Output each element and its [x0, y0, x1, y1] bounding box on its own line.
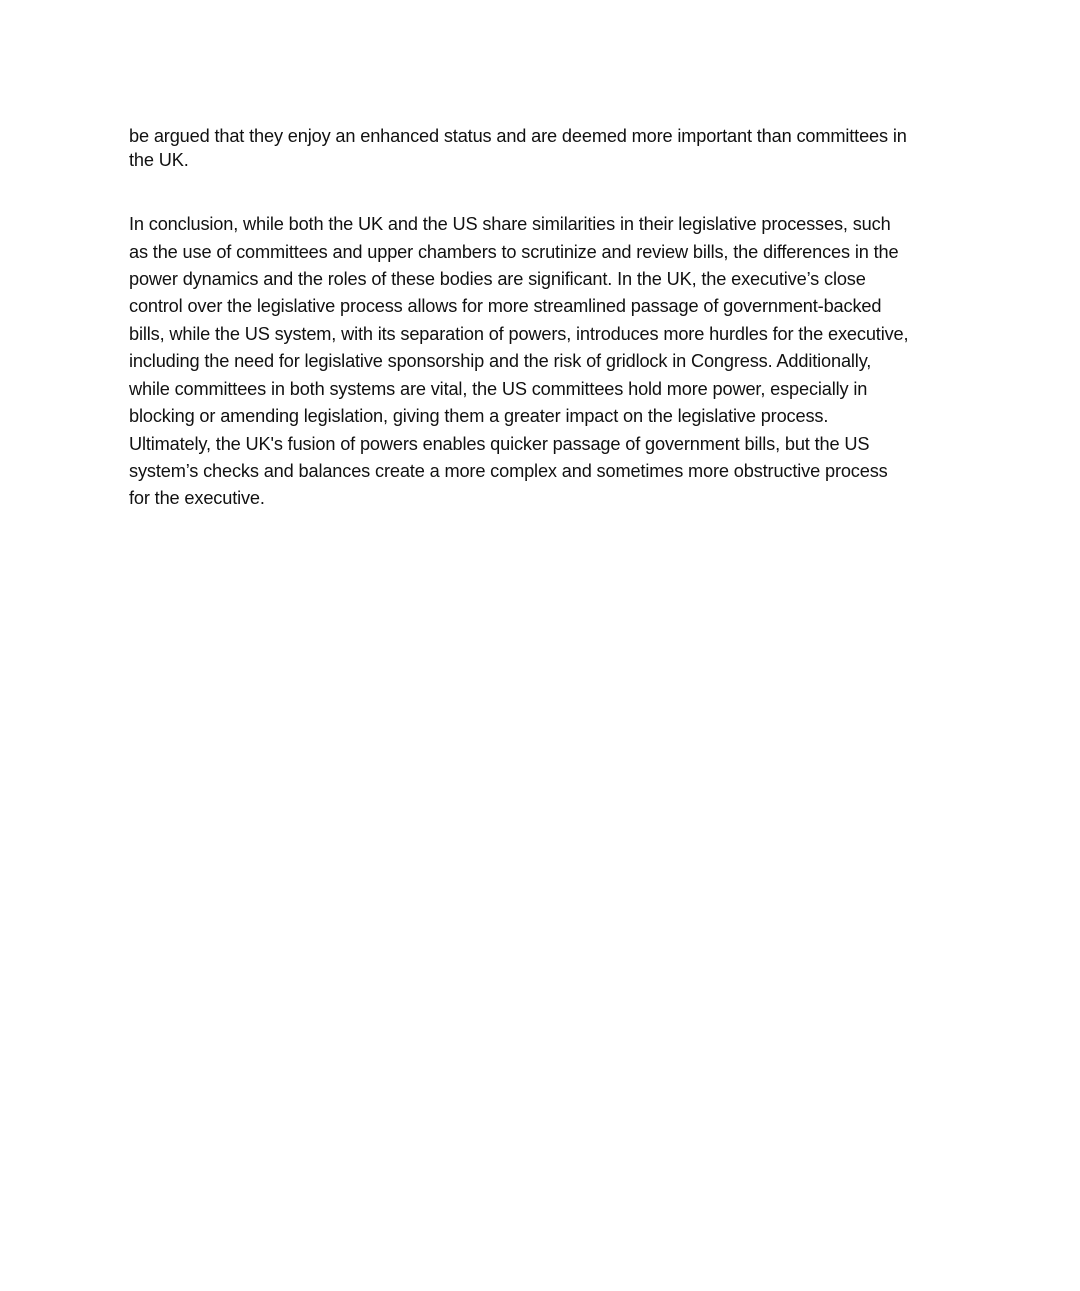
text-line: control over the legislative process allows for more streamlined passage of government-backed — [129, 296, 882, 316]
text-line: system’s checks and balances create a more complex and sometimes more obstructive process — [129, 461, 888, 481]
text-line: for the executive. — [129, 488, 265, 508]
text-line: including the need for legislative sponsorship and the risk of gridlock in Congress. Additionally, — [129, 351, 872, 371]
text-line: Ultimately, the UK's fusion of powers enables quicker passage of government bills, but the US — [129, 434, 870, 454]
text-line: blocking or amending legislation, giving them a greater impact on the legislative process. — [129, 406, 829, 426]
text-line: as the use of committees and upper chambers to scrutinize and review bills, the differences in the — [129, 242, 899, 262]
text-line: be argued that they enjoy an enhanced status and are deemed more important than committees in — [129, 126, 907, 146]
text-line: the UK. — [129, 150, 189, 170]
text-line: In conclusion, while both the UK and the US share similarities in their legislative processes, such — [129, 214, 891, 234]
text-line: while committees in both systems are vital, the US committees hold more power, especially in — [129, 379, 868, 399]
text-line: bills, while the US system, with its separation of powers, introduces more hurdles for the executive, — [129, 324, 909, 344]
text-line: power dynamics and the roles of these bodies are significant. In the UK, the executive’s close — [129, 269, 866, 289]
